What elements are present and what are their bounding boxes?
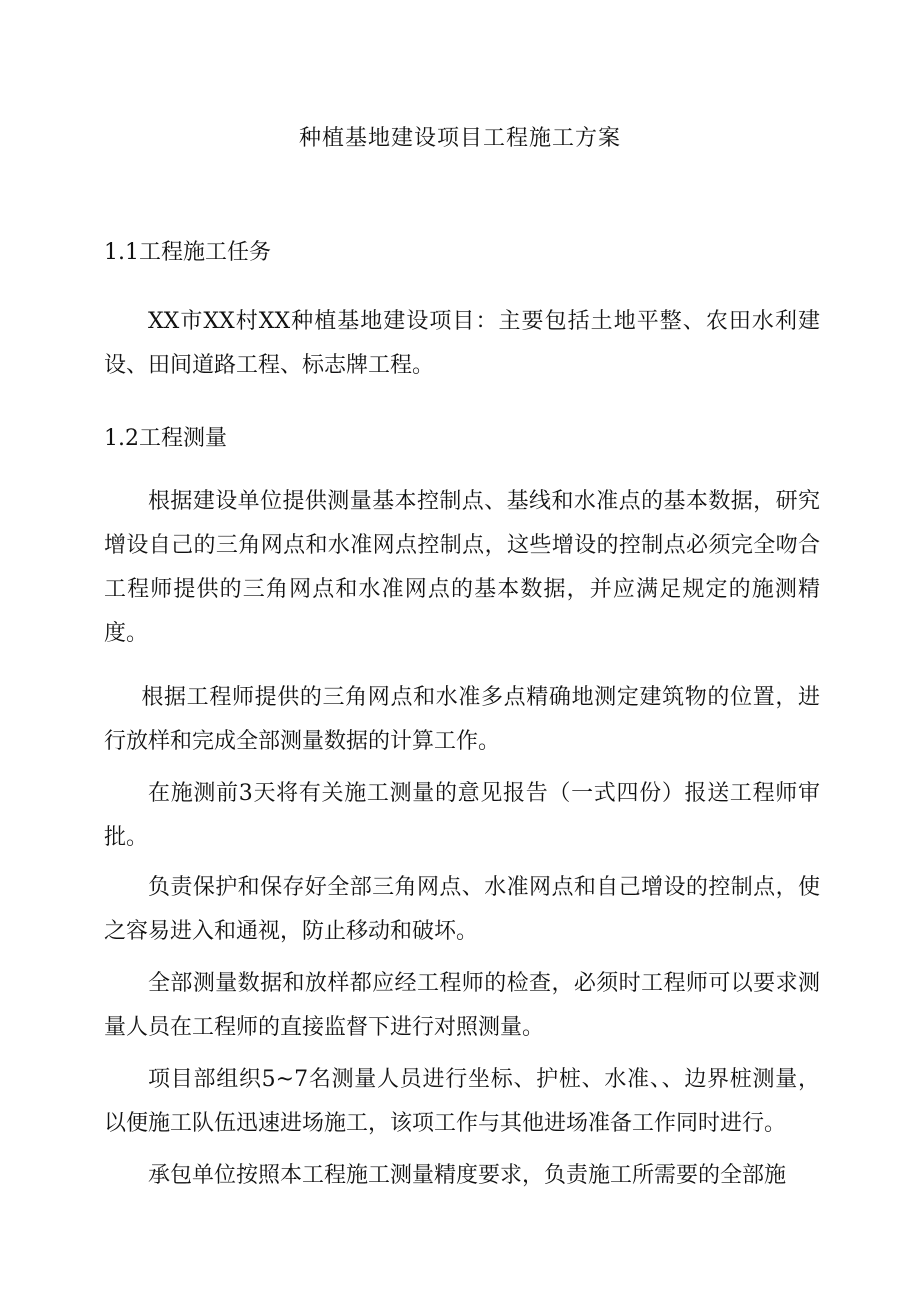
section-heading-task: 1.1工程施工任务	[104, 240, 271, 265]
paragraph-survey-stakeout: 根据工程师提供的三角网点和水准多点精确地测定建筑物的位置，进行放样和完成全部测量数据的计算工作。	[104, 685, 820, 754]
document-title: 种植基地建设项目工程施工方案	[298, 126, 621, 151]
paragraph-survey-team: 项目部组织5~7名测量人员进行坐标、护桩、水准、、边界桩测量，以便施工队伍迅速进场施工，该项工作与其他进场准备工作同时进行。	[104, 1067, 820, 1136]
paragraph-survey-report: 在施测前3天将有关施工测量的意见报告（一式四份）报送工程师审批。	[104, 781, 820, 850]
section-heading-survey: 1.2工程测量	[104, 426, 227, 451]
paragraph-task-scope: XX市XX村XX种植基地建设项目：主要包括土地平整、农田水利建设、田间道路工程、标志牌工程。	[104, 309, 820, 378]
paragraph-survey-control: 根据建设单位提供测量基本控制点、基线和水准点的基本数据，研究增设自己的三角网点和水准网点控制点，这些增设的控制点必须完全吻合工程师提供的三角网点和水准网点的基本数据，并应满足规定的施测精度。	[104, 489, 820, 646]
paragraph-survey-inspection: 全部测量数据和放样都应经工程师的检查，必须时工程师可以要求测量人员在工程师的直接监督下进行对照测量。	[104, 971, 820, 1040]
paragraph-survey-contractor: 承包单位按照本工程施工测量精度要求，负责施工所需要的全部施	[148, 1163, 787, 1188]
paragraph-survey-protection: 负责保护和保存好全部三角网点、水准网点和自己增设的控制点，使之容易进入和通视，防止移动和破坏。	[104, 875, 820, 944]
